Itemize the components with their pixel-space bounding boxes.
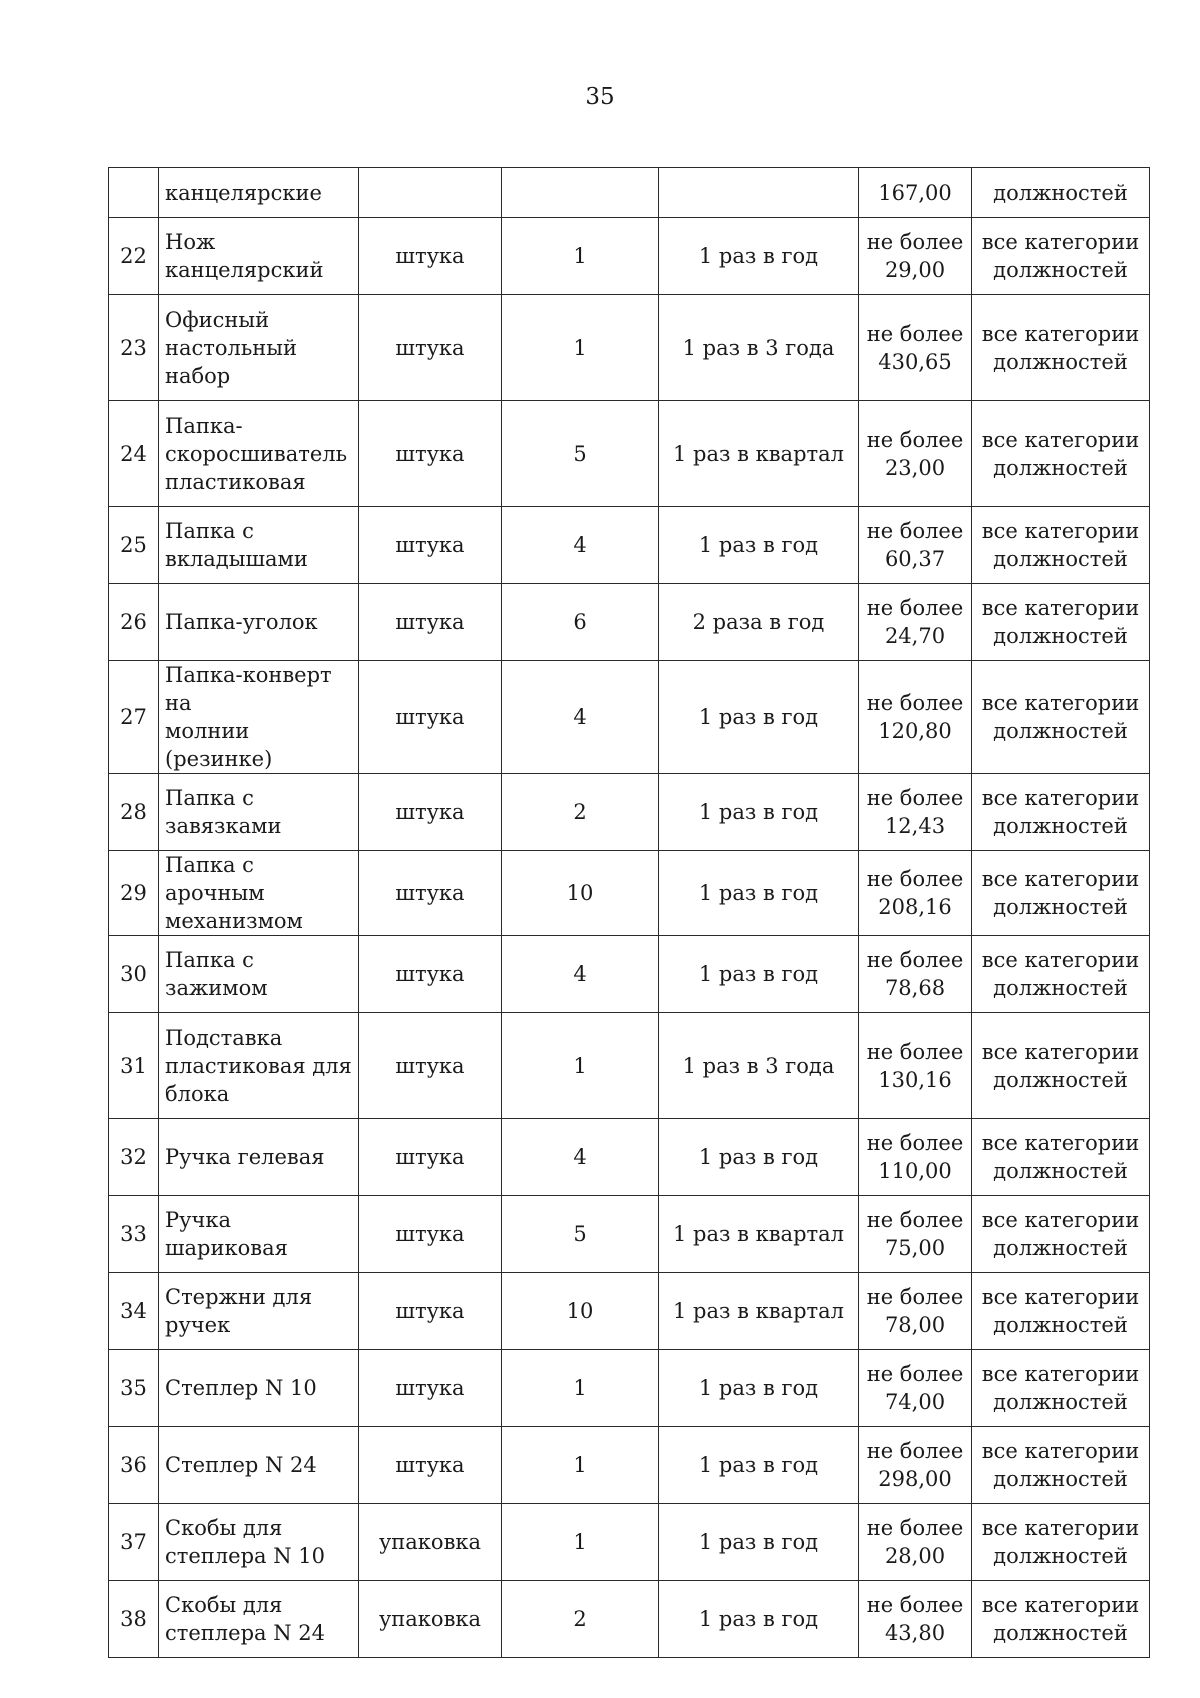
cell-category [972, 295, 1150, 401]
category-line: должностей [993, 455, 1128, 480]
category-line: должностей [993, 547, 1128, 571]
cell-frequency: 1 раз в год [659, 1119, 859, 1196]
cell-unit: штука [359, 1013, 502, 1119]
cell-price [859, 1119, 972, 1196]
category-line: должностей [993, 258, 1128, 282]
cell-item-name [159, 1350, 359, 1427]
price-prefix: не более [866, 691, 964, 715]
cell-quantity: 4 [502, 661, 659, 774]
table-body [109, 168, 1150, 1658]
cell-frequency: 1 раз в 3 года [659, 1013, 859, 1119]
item-name-line: вкладышами [165, 547, 308, 571]
price-value: 208,16 [878, 895, 952, 919]
cell-unit [359, 168, 502, 218]
price-value: 78,68 [884, 976, 946, 1000]
cell-frequency: 1 раз в квартал [659, 401, 859, 507]
price-prefix: не более [866, 1208, 964, 1232]
cell-quantity: 4 [502, 936, 659, 1013]
item-name-line: Офисный [165, 307, 270, 332]
item-name-line: завязками [165, 814, 282, 838]
category-line: все категории [981, 1439, 1140, 1463]
cell-item-name [159, 1119, 359, 1196]
category-line: должностей [993, 895, 1128, 919]
item-name-line: Папка с [165, 786, 254, 810]
table-row-continuation [109, 168, 1150, 218]
cell-item-name [159, 295, 359, 401]
cell-item-name [159, 1504, 359, 1581]
category-line: должностей [993, 1159, 1128, 1183]
cell-unit: штука [359, 218, 502, 295]
item-name-line: Скобы для [165, 1516, 283, 1540]
cell-category [972, 661, 1150, 774]
cell-category [972, 851, 1150, 936]
supplies-norms-table [108, 167, 1150, 1658]
cell-frequency: 1 раз в 3 года [659, 295, 859, 401]
cell-quantity: 10 [502, 1273, 659, 1350]
cell-number [109, 168, 159, 218]
cell-frequency: 1 раз в квартал [659, 1273, 859, 1350]
cell-price [859, 1273, 972, 1350]
cell-price [859, 1581, 972, 1658]
table-row [109, 851, 1150, 936]
cell-price [859, 218, 972, 295]
category-line: все категории [981, 867, 1140, 891]
price-value: 430,65 [878, 349, 952, 374]
cell-price [859, 936, 972, 1013]
item-name-line: скоросшиватель [165, 441, 348, 466]
price-prefix: не более [866, 1362, 964, 1386]
cell-price [859, 1427, 972, 1504]
price-value: 60,37 [884, 547, 946, 571]
cell-unit: штука [359, 936, 502, 1013]
category-line: должностей [993, 1544, 1128, 1568]
table-row [109, 1119, 1150, 1196]
cell-item-name [159, 936, 359, 1013]
cell-frequency: 1 раз в год [659, 774, 859, 851]
table-row [109, 218, 1150, 295]
category-line: должностей [993, 1467, 1128, 1491]
cell-quantity: 2 [502, 774, 659, 851]
cell-quantity: 1 [502, 295, 659, 401]
cell-frequency: 1 раз в год [659, 507, 859, 584]
cell-category [972, 774, 1150, 851]
cell-category [972, 401, 1150, 507]
cell-number: 22 [109, 218, 159, 295]
price-value: 29,00 [884, 258, 946, 282]
cell-number: 31 [109, 1013, 159, 1119]
category-line: должностей [993, 624, 1128, 648]
cell-quantity: 5 [502, 401, 659, 507]
price-prefix: не более [866, 948, 964, 972]
price-value: 78,00 [884, 1313, 946, 1337]
table-row [109, 1196, 1150, 1273]
cell-item-name [159, 584, 359, 661]
price-value: 110,00 [878, 1159, 952, 1183]
cell-category [972, 584, 1150, 661]
category-line: все категории [981, 1362, 1140, 1386]
item-name-line: ручек [165, 1313, 231, 1337]
cell-number: 35 [109, 1350, 159, 1427]
cell-unit: штука [359, 851, 502, 936]
cell-category [972, 1350, 1150, 1427]
item-name-line: Папка с арочным [165, 853, 265, 905]
cell-category [972, 218, 1150, 295]
category-line: должностей [993, 814, 1128, 838]
category-line: должностей [993, 1067, 1128, 1092]
cell-price [859, 774, 972, 851]
cell-price [859, 1350, 972, 1427]
item-name-line: Папка с [165, 519, 254, 543]
cell-quantity: 2 [502, 1581, 659, 1658]
cell-number: 33 [109, 1196, 159, 1273]
cell-quantity: 1 [502, 1504, 659, 1581]
cell-item-name [159, 774, 359, 851]
category-line: все категории [981, 948, 1140, 972]
price-value: 43,80 [884, 1621, 946, 1645]
category-line: все категории [981, 1593, 1140, 1617]
price-prefix: не более [866, 230, 964, 254]
cell-quantity: 1 [502, 1013, 659, 1119]
category-line: все категории [981, 1208, 1140, 1232]
cell-frequency [659, 168, 859, 218]
item-name-line: механизмом [165, 909, 303, 933]
cell-item-name [159, 1427, 359, 1504]
cell-quantity: 10 [502, 851, 659, 936]
table-row [109, 1581, 1150, 1658]
cell-unit: штука [359, 584, 502, 661]
item-name-line: пластиковая [165, 469, 306, 494]
item-name-line: набор [165, 363, 231, 388]
price-value: 12,43 [884, 814, 946, 838]
cell-unit: штука [359, 401, 502, 507]
price-value: 24,70 [884, 624, 946, 648]
cell-price [859, 507, 972, 584]
cell-quantity: 1 [502, 1427, 659, 1504]
cell-number: 36 [109, 1427, 159, 1504]
cell-unit: штука [359, 661, 502, 774]
cell-number: 38 [109, 1581, 159, 1658]
item-name-line: Стержни для [165, 1285, 313, 1309]
cell-number: 26 [109, 584, 159, 661]
item-name-line: Папка- [165, 413, 243, 438]
item-name-line: Степлер N 24 [165, 1453, 317, 1477]
category-line: все категории [981, 519, 1140, 543]
cell-frequency: 1 раз в год [659, 1350, 859, 1427]
item-name-line: Скобы для [165, 1593, 283, 1617]
cell-unit: штука [359, 507, 502, 584]
cell-category [972, 1013, 1150, 1119]
category-line: все категории [981, 596, 1140, 620]
cell-number: 27 [109, 661, 159, 774]
cell-item-name [159, 1273, 359, 1350]
price-prefix: не более [866, 596, 964, 620]
cell-number: 25 [109, 507, 159, 584]
cell-category [972, 1119, 1150, 1196]
price-prefix: не более [866, 1593, 964, 1617]
category-line: все категории [981, 427, 1140, 452]
category-line: все категории [981, 321, 1140, 346]
item-name-line: Ручка шариковая [165, 1208, 288, 1260]
cell-price [859, 401, 972, 507]
table-row [109, 1350, 1150, 1427]
category-line: все категории [981, 1039, 1140, 1064]
cell-frequency: 1 раз в год [659, 1427, 859, 1504]
cell-unit: штука [359, 1273, 502, 1350]
table-row [109, 774, 1150, 851]
category-line: должностей [993, 976, 1128, 1000]
price-prefix: не более [866, 867, 964, 891]
category-line: должностей [993, 1390, 1128, 1414]
cell-number: 32 [109, 1119, 159, 1196]
price-prefix: не более [866, 1285, 964, 1309]
item-name-line: Степлер N 10 [165, 1376, 317, 1400]
table-row [109, 936, 1150, 1013]
cell-frequency: 1 раз в квартал [659, 1196, 859, 1273]
cell-number: 24 [109, 401, 159, 507]
cell-price [859, 851, 972, 936]
cell-unit: штука [359, 1427, 502, 1504]
category-line: все категории [981, 786, 1140, 810]
cell-frequency: 1 раз в год [659, 661, 859, 774]
cell-unit: штука [359, 1350, 502, 1427]
cell-item-name: канцелярские [159, 168, 359, 218]
cell-quantity: 1 [502, 1350, 659, 1427]
price-prefix: не более [866, 519, 964, 543]
category-line: все категории [981, 1131, 1140, 1155]
item-name-line: Нож [165, 230, 216, 254]
cell-frequency: 1 раз в год [659, 851, 859, 936]
price-value: 74,00 [884, 1390, 946, 1414]
table-row [109, 661, 1150, 774]
cell-number: 30 [109, 936, 159, 1013]
cell-category [972, 936, 1150, 1013]
table-row [109, 1504, 1150, 1581]
table-row [109, 1013, 1150, 1119]
cell-frequency: 1 раз в год [659, 936, 859, 1013]
item-name-line: пластиковая для [165, 1053, 352, 1078]
table-row [109, 401, 1150, 507]
price-value: 23,00 [884, 455, 946, 480]
cell-price: 167,00 [859, 168, 972, 218]
cell-quantity [502, 168, 659, 218]
cell-quantity: 1 [502, 218, 659, 295]
table-row [109, 295, 1150, 401]
price-value: 75,00 [884, 1236, 946, 1260]
item-name-line: Ручка гелевая [165, 1145, 325, 1169]
cell-price [859, 1504, 972, 1581]
cell-unit: штука [359, 1119, 502, 1196]
cell-category [972, 507, 1150, 584]
category-line: должностей [993, 1236, 1128, 1260]
cell-number: 37 [109, 1504, 159, 1581]
item-name-line: молнии (резинке) [165, 719, 273, 771]
cell-item-name [159, 218, 359, 295]
page-number: 35 [585, 84, 615, 110]
price-value: 28,00 [884, 1544, 946, 1568]
price-prefix: не более [866, 321, 964, 346]
price-prefix: не более [866, 427, 964, 452]
cell-unit: упаковка [359, 1581, 502, 1658]
cell-price [859, 584, 972, 661]
item-name-line: Подставка [165, 1025, 283, 1050]
item-name-line: Папка-уголок [165, 610, 318, 634]
cell-frequency: 1 раз в год [659, 218, 859, 295]
price-value: 130,16 [878, 1067, 952, 1092]
table-row [109, 1427, 1150, 1504]
category-line: все категории [981, 1516, 1140, 1540]
cell-quantity: 4 [502, 507, 659, 584]
category-line: должностей [993, 1621, 1128, 1645]
cell-item-name [159, 401, 359, 507]
cell-category [972, 1427, 1150, 1504]
table-row [109, 584, 1150, 661]
price-prefix: не более [866, 1439, 964, 1463]
cell-category [972, 1581, 1150, 1658]
table-row [109, 507, 1150, 584]
item-name-line: Папка с зажимом [165, 948, 268, 1000]
cell-number: 34 [109, 1273, 159, 1350]
cell-quantity: 4 [502, 1119, 659, 1196]
cell-item-name [159, 1013, 359, 1119]
cell-number: 23 [109, 295, 159, 401]
cell-quantity: 5 [502, 1196, 659, 1273]
cell-frequency: 1 раз в год [659, 1504, 859, 1581]
cell-frequency: 1 раз в год [659, 1581, 859, 1658]
cell-unit: упаковка [359, 1504, 502, 1581]
price-value: 298,00 [878, 1467, 952, 1491]
cell-item-name [159, 661, 359, 774]
category-line: все категории [981, 230, 1140, 254]
item-name-line: настольный [165, 335, 298, 360]
cell-price [859, 1196, 972, 1273]
price-prefix: не более [866, 1516, 964, 1540]
category-line: должностей [993, 719, 1128, 743]
category-line: должностей [993, 1313, 1128, 1337]
item-name-line: канцелярский [165, 258, 324, 282]
item-name-line: степлера N 10 [165, 1544, 325, 1568]
cell-number: 28 [109, 774, 159, 851]
cell-item-name [159, 1581, 359, 1658]
cell-category: должностей [972, 168, 1150, 218]
category-line: должностей [993, 349, 1128, 374]
cell-unit: штука [359, 774, 502, 851]
price-prefix: не более [866, 1131, 964, 1155]
cell-price [859, 295, 972, 401]
cell-item-name [159, 507, 359, 584]
cell-category [972, 1504, 1150, 1581]
cell-price [859, 1013, 972, 1119]
cell-category [972, 1273, 1150, 1350]
price-prefix: не более [866, 1039, 964, 1064]
cell-unit: штука [359, 1196, 502, 1273]
category-line: все категории [981, 691, 1140, 715]
item-name-line: блока [165, 1081, 230, 1106]
cell-item-name [159, 1196, 359, 1273]
cell-number: 29 [109, 851, 159, 936]
category-line: все категории [981, 1285, 1140, 1309]
item-name-line: степлера N 24 [165, 1621, 325, 1645]
price-value: 120,80 [878, 719, 952, 743]
price-prefix: не более [866, 786, 964, 810]
cell-quantity: 6 [502, 584, 659, 661]
cell-unit: штука [359, 295, 502, 401]
item-name-line: Папка-конверт на [165, 663, 332, 715]
cell-frequency: 2 раза в год [659, 584, 859, 661]
cell-category [972, 1196, 1150, 1273]
cell-item-name [159, 851, 359, 936]
cell-price [859, 661, 972, 774]
table-row [109, 1273, 1150, 1350]
